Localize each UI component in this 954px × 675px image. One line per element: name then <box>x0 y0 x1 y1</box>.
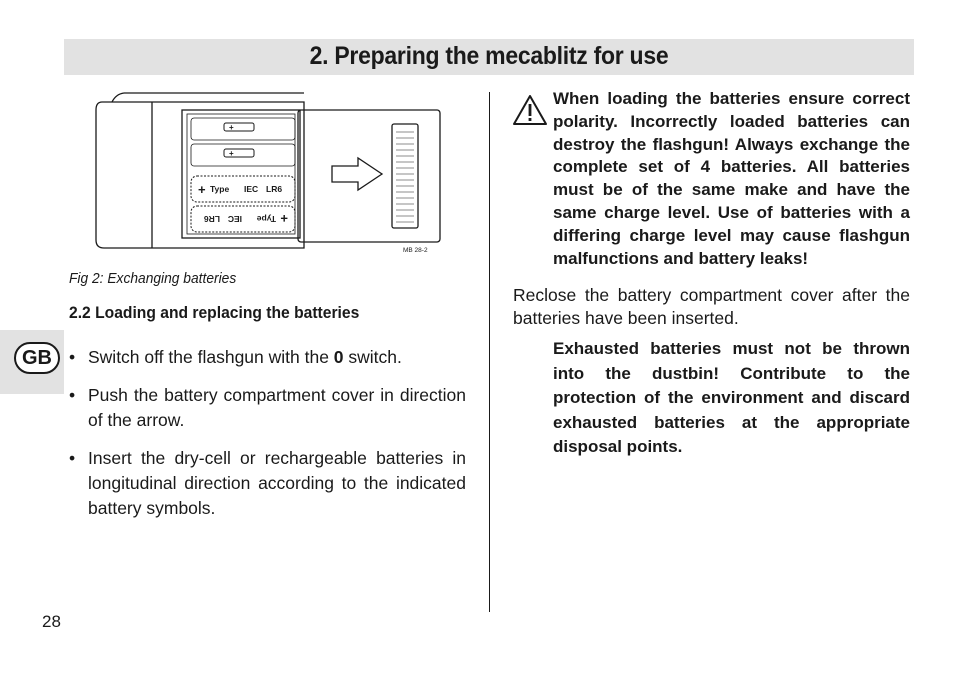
page-title: 2. Preparing the mecablitz for use <box>309 42 669 70</box>
reclose-text: Reclose the battery compartment cover after the batteries have been inserted. <box>513 285 910 328</box>
list-item <box>69 345 466 370</box>
figure-caption: Fig 2: Exchanging batteries <box>69 270 237 287</box>
plus-sign: + <box>229 149 234 158</box>
column-divider <box>489 92 490 612</box>
bullet-text-before: Switch off the flashgun with the <box>88 347 334 367</box>
warning-text: When loading the batteries ensure correct polarity. Incorrectly loaded batteries can destroy the flashgun! Always exchange the complete set of 4 batteries. All batteries must be of the same make and have the same charge level. Use of batteries with a differing charge level may cause flashgun malfunctions and battery leaks! <box>553 89 910 268</box>
battery-slot-2 <box>191 144 295 166</box>
list-item <box>69 446 466 521</box>
instruction-list <box>69 345 466 534</box>
title-bar <box>64 39 914 75</box>
list-item <box>69 383 466 433</box>
bullet-text: Push the battery compartment cover in direction of the arrow. <box>88 385 466 430</box>
battery-4-standard: IEC <box>227 214 242 224</box>
direction-arrow <box>332 158 382 190</box>
bullet-dot: • <box>69 448 76 468</box>
disposal-text: Exhausted batteries must not be thrown into the dustbin! Contribute to the protection of the environment and discard exhausted batteries at the appropriate disposal points. <box>553 339 910 457</box>
plus-sign: + <box>229 123 234 132</box>
battery-4-model: LR6 <box>203 214 220 224</box>
bullet-dot: • <box>69 347 76 367</box>
battery-slot-1 <box>191 118 295 140</box>
battery-4-type: Type <box>256 214 276 224</box>
flash-body-outline <box>96 102 304 248</box>
battery-exchange-figure <box>94 90 444 258</box>
cover-grip <box>392 124 418 228</box>
battery-3-model: LR6 <box>266 184 283 194</box>
drawing-code: MB 28-2 <box>403 247 428 254</box>
battery-4-plus: + <box>280 211 288 226</box>
page-number: 28 <box>42 612 61 631</box>
section-heading: 2.2 Loading and replacing the batteries <box>69 303 360 322</box>
switch-position-label: 0 <box>333 347 344 367</box>
battery-3-plus: + <box>198 182 206 197</box>
battery-cover <box>298 110 440 242</box>
battery-3-type: Type <box>210 184 230 194</box>
battery-3-standard: IEC <box>244 184 259 194</box>
bullet-dot: • <box>69 385 76 405</box>
bullet-text-after: switch. <box>343 347 402 367</box>
flash-body-top-curve <box>112 93 124 102</box>
warning-triangle-icon <box>512 94 548 126</box>
bullet-text: Insert the dry-cell or rechargeable batteries in longitudinal direction according to the indicated battery symbols. <box>88 448 466 518</box>
language-badge: GB <box>14 342 60 374</box>
